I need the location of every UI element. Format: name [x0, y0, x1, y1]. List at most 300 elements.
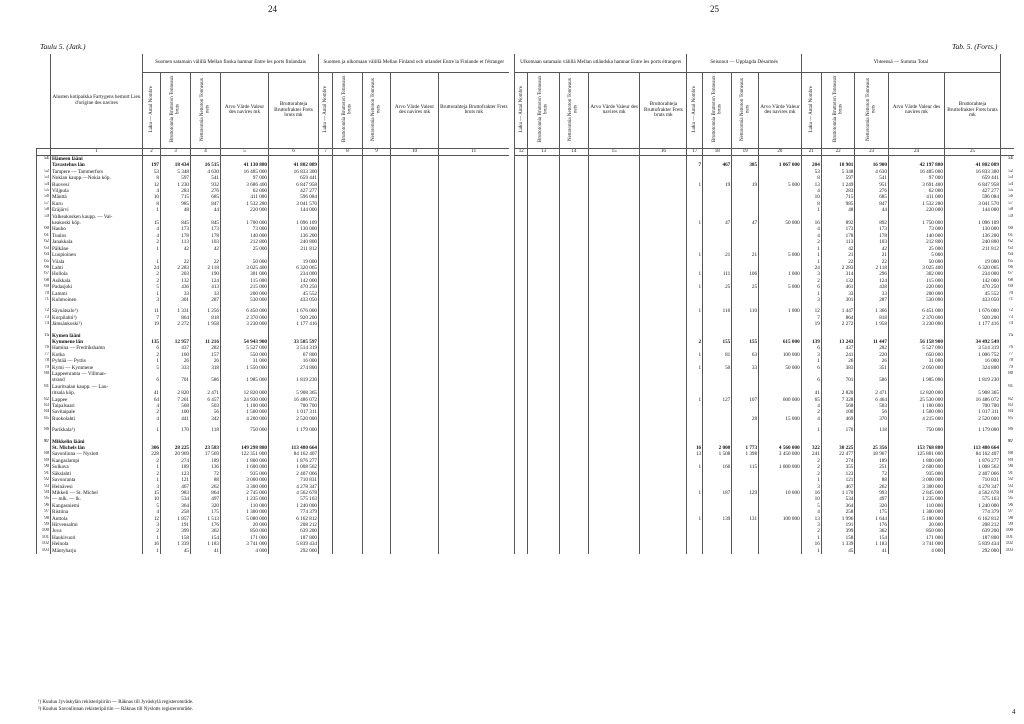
table-cell: 122 351 000	[221, 451, 269, 457]
table-cell: 11 216	[191, 339, 221, 345]
table-cell: 302 000	[888, 271, 944, 277]
table-cell: 1 958	[855, 321, 889, 327]
table-cell: 469	[821, 416, 855, 422]
table-cell: 10	[143, 496, 161, 502]
row-index: 63	[37, 246, 51, 252]
table-cell	[363, 548, 391, 554]
table-cell: 1 017 311	[269, 409, 319, 415]
table-cell: 1 447	[821, 308, 855, 314]
table-cell: 2 050 000	[888, 365, 944, 371]
table-cell: 1 000 000	[759, 464, 802, 470]
table-cell: 62 000	[221, 188, 269, 194]
table-cell: 1 067 000	[759, 162, 802, 168]
row-index: 84	[37, 409, 51, 415]
row-index: 90	[37, 464, 51, 470]
row-index: 64	[37, 252, 51, 258]
table-cell: 503	[191, 403, 221, 409]
row-name: Nokian kaupp.—Nokia köp.	[51, 175, 143, 181]
table-cell: 4 562 678	[944, 490, 1000, 496]
table-cell: 72	[855, 471, 889, 477]
table-cell: 142 000	[944, 278, 1000, 284]
row-name: Ristiina	[51, 509, 143, 515]
table-cell: 7 328	[821, 397, 855, 403]
table-cell	[1000, 148, 1014, 155]
row-name: Lahti	[51, 265, 143, 271]
table-cell: 45 552	[944, 291, 1000, 297]
table-cell: 2 407 066	[269, 471, 319, 477]
table-cell: 351	[855, 365, 889, 371]
brutto-header: Bruttotonnia Bruttoton Tonneaux bruts	[170, 75, 181, 143]
table-cell: 234 000	[269, 271, 319, 277]
table-cell: 1 179 000	[269, 427, 319, 433]
table-cell	[759, 548, 802, 554]
table-cell: 125 801 000	[888, 451, 944, 457]
table-cell: 864	[161, 315, 191, 321]
table-cell: 467	[821, 484, 855, 490]
table-cell: 276	[191, 188, 221, 194]
table-cell: 63	[732, 352, 759, 358]
row-name: Lauritsalan kaupp. — Lau-	[51, 384, 143, 390]
table-cell: 23 583	[191, 445, 221, 451]
table-cell: 1	[687, 464, 703, 470]
table-cell: 1 240 000	[944, 503, 1000, 509]
table-cell: 7	[687, 162, 703, 168]
row-index: 102	[37, 541, 51, 547]
row-index: 68	[1000, 278, 1014, 284]
table-cell: 191	[161, 522, 191, 528]
table-cell: 1	[801, 477, 821, 483]
freight-header: Bruttorahteja Bruttofrakter Frets bruts mk	[269, 73, 319, 149]
table-cell: 2 118	[191, 265, 221, 271]
row-index: 79	[37, 365, 51, 371]
table-cell: 4	[143, 233, 161, 239]
table-cell: 287	[191, 297, 221, 303]
row-index: 76	[1000, 345, 1014, 351]
table-cell: 45	[161, 548, 191, 554]
table-cell: 12 820 000	[888, 390, 944, 396]
table-cell: 44	[855, 207, 889, 213]
column-number: 10	[391, 148, 439, 155]
table-cell: 385	[732, 162, 759, 168]
table-cell: 16 515	[191, 162, 221, 168]
table-cell: 461	[821, 284, 855, 290]
row-index: 85	[1000, 416, 1014, 422]
table-cell: 1	[801, 259, 821, 265]
table-cell: 2	[801, 471, 821, 477]
row-index: 73	[37, 315, 51, 321]
table-cell: 845	[191, 220, 221, 226]
row-index: 56	[1000, 194, 1014, 200]
table-cell: 178	[855, 233, 889, 239]
table-cell: 5	[143, 284, 161, 290]
table-cell: 541	[855, 175, 889, 181]
table-cell: 212 800	[221, 239, 269, 245]
row-name: Savitaipale	[51, 409, 143, 415]
table-cell: 4	[143, 416, 161, 422]
table-cell: 155	[732, 339, 759, 345]
table-cell: 64	[143, 397, 161, 403]
table-cell: 932	[191, 182, 221, 188]
row-index: 102	[1000, 541, 1014, 547]
table-cell: 18 901	[821, 162, 855, 168]
netto-header: Nettotonnia Nettoton Tonneaux nets	[371, 77, 382, 141]
group-laid-up-header: Seisonut — Upplagda Désarmés	[687, 54, 801, 73]
table-cell: 1	[687, 397, 703, 403]
table-cell: 4	[143, 403, 161, 409]
table-cell: 5	[801, 503, 821, 509]
table-cell: 84 162 407	[269, 451, 319, 457]
table-cell: 470 250	[944, 284, 1000, 290]
table-cell: 6 162 812	[944, 516, 1000, 522]
table-cell: 322	[801, 445, 821, 451]
table-cell: 1 996	[821, 516, 855, 522]
table-cell: 10	[801, 194, 821, 200]
group-foreign-ports-header: Ulkomaan satamain välillä Mellan utländska hamnar Entre les ports étrangers	[515, 54, 687, 73]
row-index: 77	[1000, 352, 1014, 358]
table-cell	[732, 156, 759, 163]
table-cell: 16 485 000	[888, 169, 944, 175]
table-cell	[391, 156, 439, 163]
table-cell: 3 691 400	[888, 182, 944, 188]
row-name: Kotka	[51, 352, 143, 358]
table-cell: 1 300 000	[221, 509, 269, 515]
row-name: Asikkala	[51, 278, 143, 284]
table-cell: 1 183	[855, 541, 889, 547]
table-cell: 355	[821, 464, 855, 470]
row-name: Anttola	[51, 516, 143, 522]
table-cell: 2 600 000	[888, 464, 944, 470]
table-cell: 639 200	[269, 528, 319, 534]
table-cell: 364	[821, 503, 855, 509]
table-cell: 24	[801, 265, 821, 271]
right-table-body	[515, 148, 1015, 554]
table-cell: 1 249	[821, 182, 855, 188]
table-cell: 211 812	[269, 246, 319, 252]
table-cell: 6 464	[855, 397, 889, 403]
table-cell: 1	[143, 358, 161, 364]
row-index: 74	[37, 321, 51, 327]
table-cell: 240 800	[944, 239, 1000, 245]
table-cell: 441	[161, 416, 191, 422]
table-cell	[528, 548, 559, 554]
row-index: 69	[37, 284, 51, 290]
table-cell: 33 505 597	[269, 339, 319, 345]
table-cell: 3 741 000	[221, 541, 269, 547]
table-cell: 4	[801, 233, 821, 239]
left-table	[36, 54, 509, 554]
table-cell: 701	[821, 377, 855, 383]
table-cell: 4	[143, 188, 161, 194]
table-cell: 4 562 678	[269, 490, 319, 496]
table-cell: 135	[143, 339, 161, 345]
table-cell: 1	[687, 516, 703, 522]
table-cell: 189	[855, 458, 889, 464]
table-cell	[588, 548, 640, 554]
table-cell: 215 000	[221, 284, 269, 290]
table-cell: 433 050	[269, 297, 319, 303]
row-index: 86	[37, 427, 51, 433]
column-number: 13	[528, 148, 559, 155]
row-name: Korpilahti¹)	[51, 315, 143, 321]
row-index: 99	[1000, 522, 1014, 528]
table-cell: 54 943 900	[221, 339, 269, 345]
table-cell: 178	[161, 233, 191, 239]
table-cell: 187	[703, 490, 732, 496]
table-row	[37, 548, 509, 554]
table-cell: 100 000	[759, 516, 802, 522]
table-cell: 116	[703, 308, 732, 314]
table-cell: 176	[855, 522, 889, 528]
table-cell: 6	[801, 284, 821, 290]
right-page-number: 25	[710, 4, 719, 14]
table-cell: 383	[821, 365, 855, 371]
table-cell: 1 179 000	[944, 427, 1000, 433]
table-cell: 88	[191, 477, 221, 483]
table-cell: 189	[191, 458, 221, 464]
table-cell: 3 514 319	[944, 345, 1000, 351]
table-cell: 274 800	[269, 365, 319, 371]
table-cell: 4	[143, 226, 161, 232]
table-cell: 16	[687, 445, 703, 451]
row-index: 60	[1000, 226, 1014, 232]
table-cell: 5 527 000	[888, 345, 944, 351]
row-name: Mikkeli — St. Michel	[51, 490, 143, 496]
table-cell: 130 000	[269, 226, 319, 232]
brutto-header: Bruttotonnia Bruttoton Tonneaux bruts	[832, 75, 844, 143]
table-cell: 50	[703, 365, 732, 371]
table-cell: 16 486 072	[944, 397, 1000, 403]
table-cell: 1	[687, 490, 703, 496]
table-cell: 5 839 434	[269, 541, 319, 547]
table-cell: 42	[821, 246, 855, 252]
count-header: Luku — Antal Nombre	[518, 85, 524, 133]
table-cell: 110 000	[888, 503, 944, 509]
table-cell: 171 000	[888, 535, 944, 541]
table-cell	[559, 548, 588, 554]
table-cell: 4	[801, 416, 821, 422]
row-name: Viiala	[51, 259, 143, 265]
table-cell: 73 000	[888, 226, 944, 232]
table-cell	[319, 548, 333, 554]
row-index: 95	[37, 496, 51, 502]
row-index: 58	[37, 207, 51, 213]
table-cell	[515, 548, 528, 554]
table-cell: 21	[821, 252, 855, 258]
table-cell: 324 800	[944, 365, 1000, 371]
table-cell	[161, 156, 191, 163]
table-cell: 56	[191, 409, 221, 415]
row-name: Kymi — Kymmene	[51, 365, 143, 371]
row-name: Lappeenranta — Villman-	[51, 371, 143, 377]
table-cell: 1 773	[732, 445, 759, 451]
row-index: 82	[1000, 397, 1014, 403]
table-cell: 568	[161, 403, 191, 409]
row-index: 65	[37, 259, 51, 265]
table-cell: 1 700 000	[221, 220, 269, 226]
table-cell: 1 177 416	[269, 321, 319, 327]
row-index: 103	[1000, 548, 1014, 554]
row-name: Hamina — Fredrikshamn	[51, 345, 143, 351]
row-name: ritsala köp.	[51, 390, 143, 396]
table-cell: 2 520 000	[944, 416, 1000, 422]
row-index: 88	[1000, 451, 1014, 457]
table-cell: 144 000	[269, 207, 319, 213]
table-cell: 212 800	[888, 239, 944, 245]
table-cell: 364	[161, 503, 191, 509]
table-cell	[855, 156, 889, 163]
table-cell: 438	[855, 284, 889, 290]
table-cell: 710 831	[944, 477, 1000, 483]
table-cell: 1 819 230	[269, 377, 319, 383]
row-name: Hirvensalmi	[51, 522, 143, 528]
row-index: 68	[37, 278, 51, 284]
table-cell: 10	[143, 194, 161, 200]
table-cell: 47	[732, 220, 759, 226]
table-cell: 24 930 000	[221, 397, 269, 403]
table-cell: 4 278 347	[269, 484, 319, 490]
value-header: Arvo Värde Valeur des navires mk	[221, 73, 269, 149]
row-index: 85	[37, 416, 51, 422]
table-cell: 24	[143, 265, 161, 271]
table-cell: 700 700	[944, 403, 1000, 409]
table-cell: 41	[191, 548, 221, 554]
table-cell: 983	[161, 490, 191, 496]
table-cell: 596 084	[269, 194, 319, 200]
table-cell: 130 000	[944, 226, 1000, 232]
table-cell: 140 000	[888, 233, 944, 239]
table-cell: 113 480 664	[944, 445, 1000, 451]
column-number: 17	[687, 148, 703, 155]
table-cell: 16 833 300	[269, 169, 319, 175]
table-cell: 107	[732, 397, 759, 403]
row-name: Kangaslampi	[51, 458, 143, 464]
row-name: Hollola	[51, 271, 143, 277]
table-cell: 22	[161, 259, 191, 265]
table-cell: 25	[732, 284, 759, 290]
table-cell: 615 000	[759, 339, 802, 345]
table-cell: 170	[161, 427, 191, 433]
row-name: Juva	[51, 528, 143, 534]
table-cell: 333	[161, 365, 191, 371]
table-cell: 3	[143, 297, 161, 303]
table-cell: 1 819 230	[944, 377, 1000, 383]
table-cell: 1	[687, 284, 703, 290]
table-cell: 204	[801, 162, 821, 168]
row-name: Sulkava	[51, 464, 143, 470]
table-cell	[515, 156, 528, 163]
table-cell: 282	[855, 345, 889, 351]
row-index: 95	[1000, 496, 1014, 502]
column-number: 4	[191, 148, 221, 155]
table-cell: 19 000	[944, 259, 1000, 265]
row-index: 83	[1000, 403, 1014, 409]
table-cell: 685	[855, 194, 889, 200]
table-cell: 597	[821, 175, 855, 181]
table-cell: 2 272	[821, 321, 855, 327]
table-cell: 136 200	[269, 233, 319, 239]
table-cell: 1 644	[855, 516, 889, 522]
right-running-head: Tab. 5. (Forts.)	[952, 42, 998, 51]
row-index: 55	[1000, 188, 1014, 194]
table-cell: 3	[801, 522, 821, 528]
table-cell: 16	[801, 490, 821, 496]
table-cell: 3 741 000	[888, 541, 944, 547]
row-name: Ruokolahti	[51, 416, 143, 422]
table-cell: 1	[143, 477, 161, 483]
table-cell	[759, 156, 802, 163]
table-cell: 3 025 400	[888, 265, 944, 271]
table-cell: 16 000	[944, 358, 1000, 364]
table-cell	[333, 156, 363, 163]
table-cell: 575 163	[269, 496, 319, 502]
table-cell: 41	[801, 390, 821, 396]
table-cell: 5 000	[759, 182, 802, 188]
table-cell: 45	[821, 548, 855, 554]
row-index: 76	[37, 345, 51, 351]
left-table-body	[37, 148, 509, 554]
table-cell: 1 600 000	[221, 464, 269, 470]
table-cell: 1 096 109	[944, 220, 1000, 226]
column-number: 14	[559, 148, 588, 155]
table-cell	[588, 156, 640, 163]
table-cell: 6 847 958	[944, 182, 1000, 188]
row-name: Mäntyharju	[51, 548, 143, 554]
table-cell: 1	[801, 535, 821, 541]
row-index: 73	[1000, 315, 1014, 321]
table-cell: 1 676 000	[944, 308, 1000, 314]
table-cell: 47	[703, 220, 732, 226]
table-cell: 892	[855, 220, 889, 226]
table-cell: 2	[143, 352, 161, 358]
table-cell: 1 339	[161, 541, 191, 547]
column-number: 20	[759, 148, 802, 155]
table-cell: 715	[821, 194, 855, 200]
table-cell: 301 000	[221, 271, 269, 277]
table-cell: 1 876 277	[944, 458, 1000, 464]
row-name: Janakkala	[51, 239, 143, 245]
table-cell: 3	[143, 522, 161, 528]
table-cell: 586	[855, 377, 889, 383]
table-cell: 274	[821, 458, 855, 464]
table-cell: 106	[732, 271, 759, 277]
table-cell: 175	[855, 509, 889, 515]
row-name: Kangasniemi	[51, 503, 143, 509]
table-cell: 139	[703, 516, 732, 522]
table-cell: 6	[801, 345, 821, 351]
table-cell: 53	[143, 169, 161, 175]
table-cell: 41	[855, 548, 889, 554]
table-cell: 2	[143, 239, 161, 245]
row-index: 59	[1000, 214, 1014, 220]
column-number: 23	[855, 148, 889, 155]
row-index: 92	[37, 477, 51, 483]
row-name: Tampere — Tammerfors	[51, 169, 143, 175]
table-cell: 1	[687, 252, 703, 258]
column-number: 6	[269, 148, 319, 155]
row-index: 70	[37, 291, 51, 297]
freight-header: Bruttorahteja Bruttofrakter Frets bruts mk	[944, 73, 1000, 149]
table-cell: 41 130 880	[221, 162, 269, 168]
table-cell: 13 243	[821, 339, 855, 345]
table-cell: 124	[191, 278, 221, 284]
row-index: 78	[37, 358, 51, 364]
table-cell: 1 985 000	[221, 377, 269, 383]
table-cell: 88	[855, 477, 889, 483]
row-index: 65	[1000, 259, 1014, 265]
table-cell: 115 000	[221, 278, 269, 284]
table-cell: 818	[191, 315, 221, 321]
table-cell: 50 000	[888, 259, 944, 265]
